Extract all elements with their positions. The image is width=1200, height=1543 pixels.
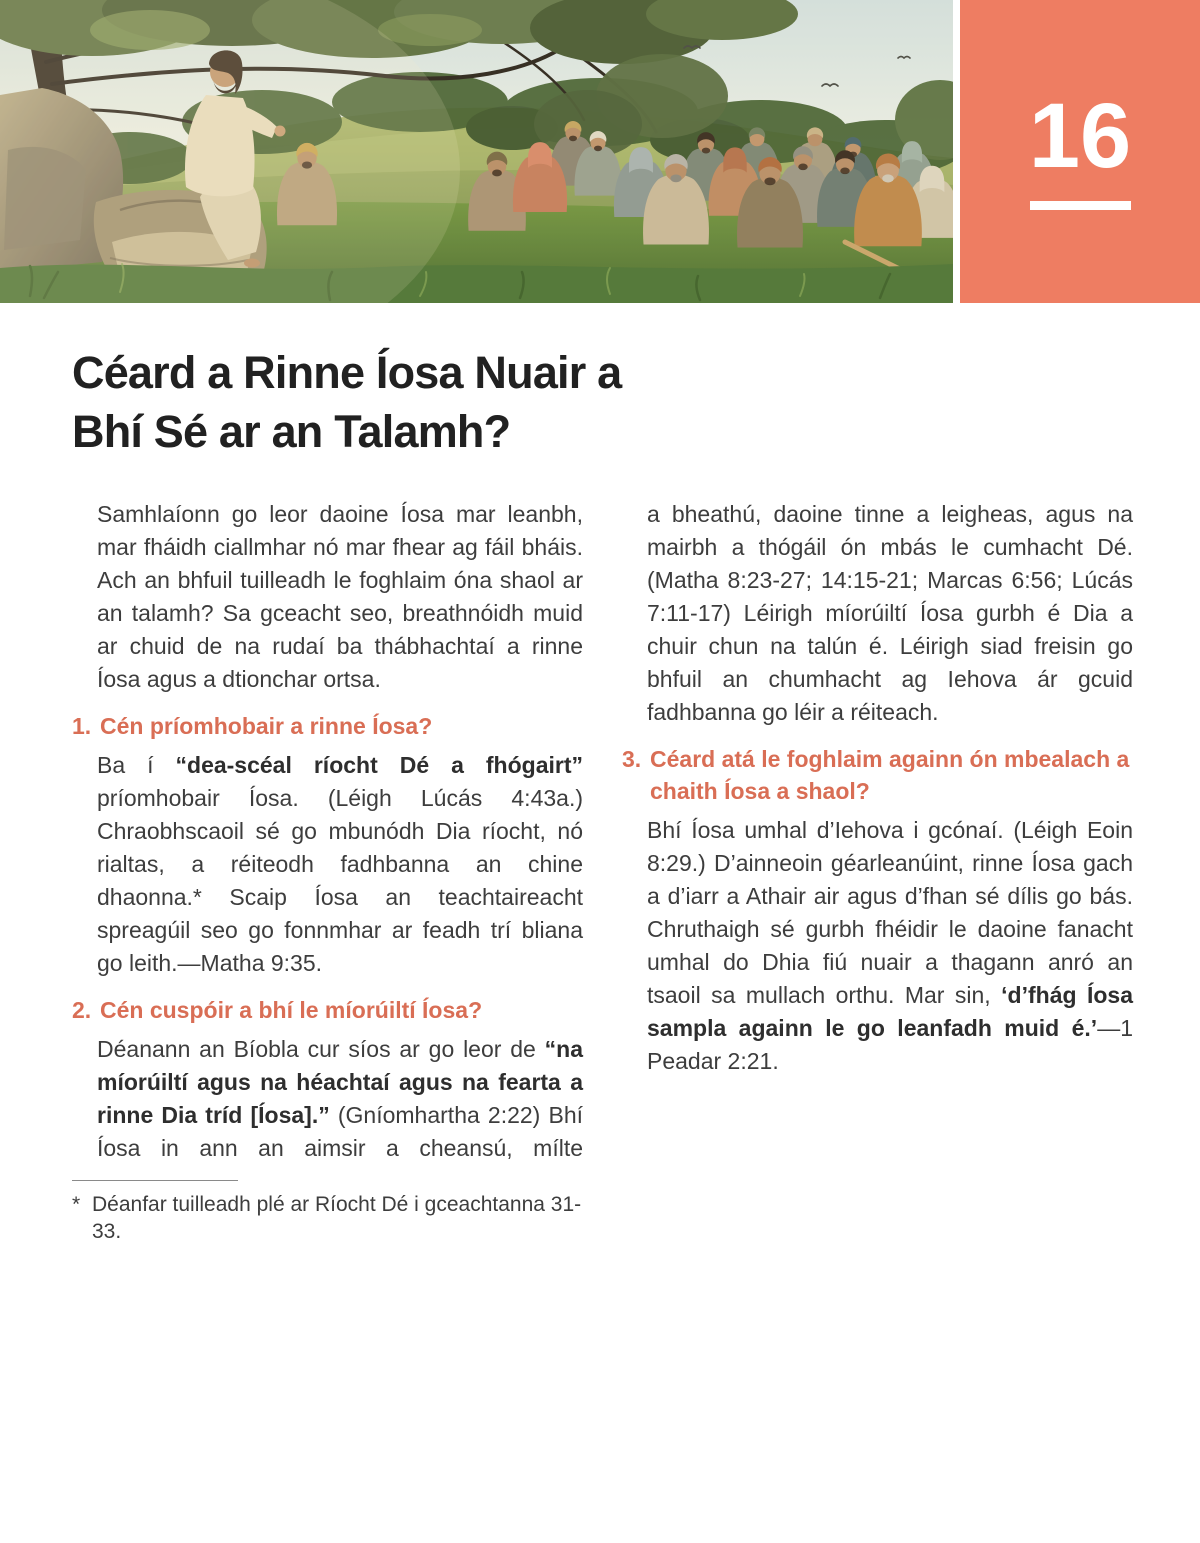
- footnote: [72, 1180, 583, 1245]
- footnote-rule: [72, 1180, 238, 1181]
- question-2-heading: [72, 994, 583, 1026]
- footnote-marker: *: [72, 1193, 81, 1216]
- question-3-text: Céard atá le foghlaim againn ón mbealach a chaith Íosa a shaol?: [650, 746, 1130, 804]
- question-3-number: 3.: [622, 746, 642, 772]
- page-title-line-1: Céard a Rinne Íosa Nuair a: [72, 347, 622, 398]
- intro-paragraph: Samhlaíonn go leor daoine Íosa mar leanbh, mar fháidh ciallmhar nó mar fhear ag fáil bháis. Ach an bhfuil tuilleadh le foghlaim óna shaol ar an talamh? Sa gceacht seo, breathnóidh muid ar chuid de na rudaí ba thábhachtaí a rinne Íosa agus a dtionchar ortsa.: [97, 501, 583, 692]
- hero: [0, 0, 1200, 303]
- question-3-paragraph: Bhí Íosa umhal d’Iehova i gcónaí. (Léigh Eoin 8:29.) D’ainneoin géarleanúint, rinne Íosa gach a d’iarr a Athair air agus d’fhan sé dílis go bás. Chruthaigh sé gurbh fhéidir le daoine fanacht umhal do Dhia fiú nuair a thagann anró an tsaoil sa mullach orthu. Mar sin, ‘d’fhág Íosa sampla againn le go leanfadh muid é.’—1 Peadar 2:21.: [647, 817, 1134, 1074]
- question-2-text: Cén cuspóir a bhí le míorúiltí Íosa?: [100, 997, 483, 1023]
- question-2-paragraph-right: a bheathú, daoine tinne a leigheas, agus na mairbh a thógáil ón mbás le cumhacht Dé. (Matha 8:23-27; 14:15-21; Marcas 6:56; Lúcás 7:11-17) Léirigh míorúiltí Íosa gurbh é Dia a chuir chun na talún é. Léirigh siad freisin go bhfuil an chumhacht ag Iehova ár gcuid fadhbanna go léir a réiteach.: [647, 501, 1133, 725]
- hero-illustration: [0, 0, 953, 303]
- article-body: [72, 498, 1133, 1245]
- right-column: [622, 498, 1133, 1245]
- question-1-heading: [72, 710, 583, 742]
- hero-image-jesus-teaching-crowd: [0, 0, 953, 303]
- footnote-text: [72, 1191, 583, 1245]
- footnote-body: Déanfar tuilleadh plé ar Ríocht Dé i gceachtanna 31-33.: [92, 1193, 582, 1243]
- lesson-number-underline: [1030, 201, 1131, 210]
- left-column: [72, 498, 583, 1245]
- lesson-number-badge: [960, 0, 1200, 303]
- question-3-heading: [622, 743, 1133, 807]
- question-1-paragraph: Ba í “dea-scéal ríocht Dé a fhógairt” príomhobair Íosa. (Léigh Lúcás 4:43a.) Chraobhscaoil sé go mbunódh Dia ríocht, nó rialtas, a réiteodh fadhbanna an chine dhaonna.* Scaip Íosa an teachtaireacht spreagúil seo go fonnmhar ar feadh trí bliana go leith.—Matha 9:35.: [97, 752, 584, 976]
- question-1-text: Cén príomhobair a rinne Íosa?: [100, 713, 433, 739]
- question-2-number: 2.: [72, 997, 92, 1023]
- page-title-line-2: Bhí Sé ar an Talamh?: [72, 406, 511, 457]
- question-1-number: 1.: [72, 713, 92, 739]
- question-2-paragraph-left: Déanann an Bíobla cur síos ar go leor de “na míorúiltí agus na héachtaí agus na fearta a rinne Dia tríd [Íosa].” (Gníomhartha 2:22) Bhí Íosa in ann an aimsir a cheansú, mílte: [97, 1036, 583, 1161]
- page-title: [72, 343, 892, 461]
- lesson-number: 16: [1028, 84, 1132, 187]
